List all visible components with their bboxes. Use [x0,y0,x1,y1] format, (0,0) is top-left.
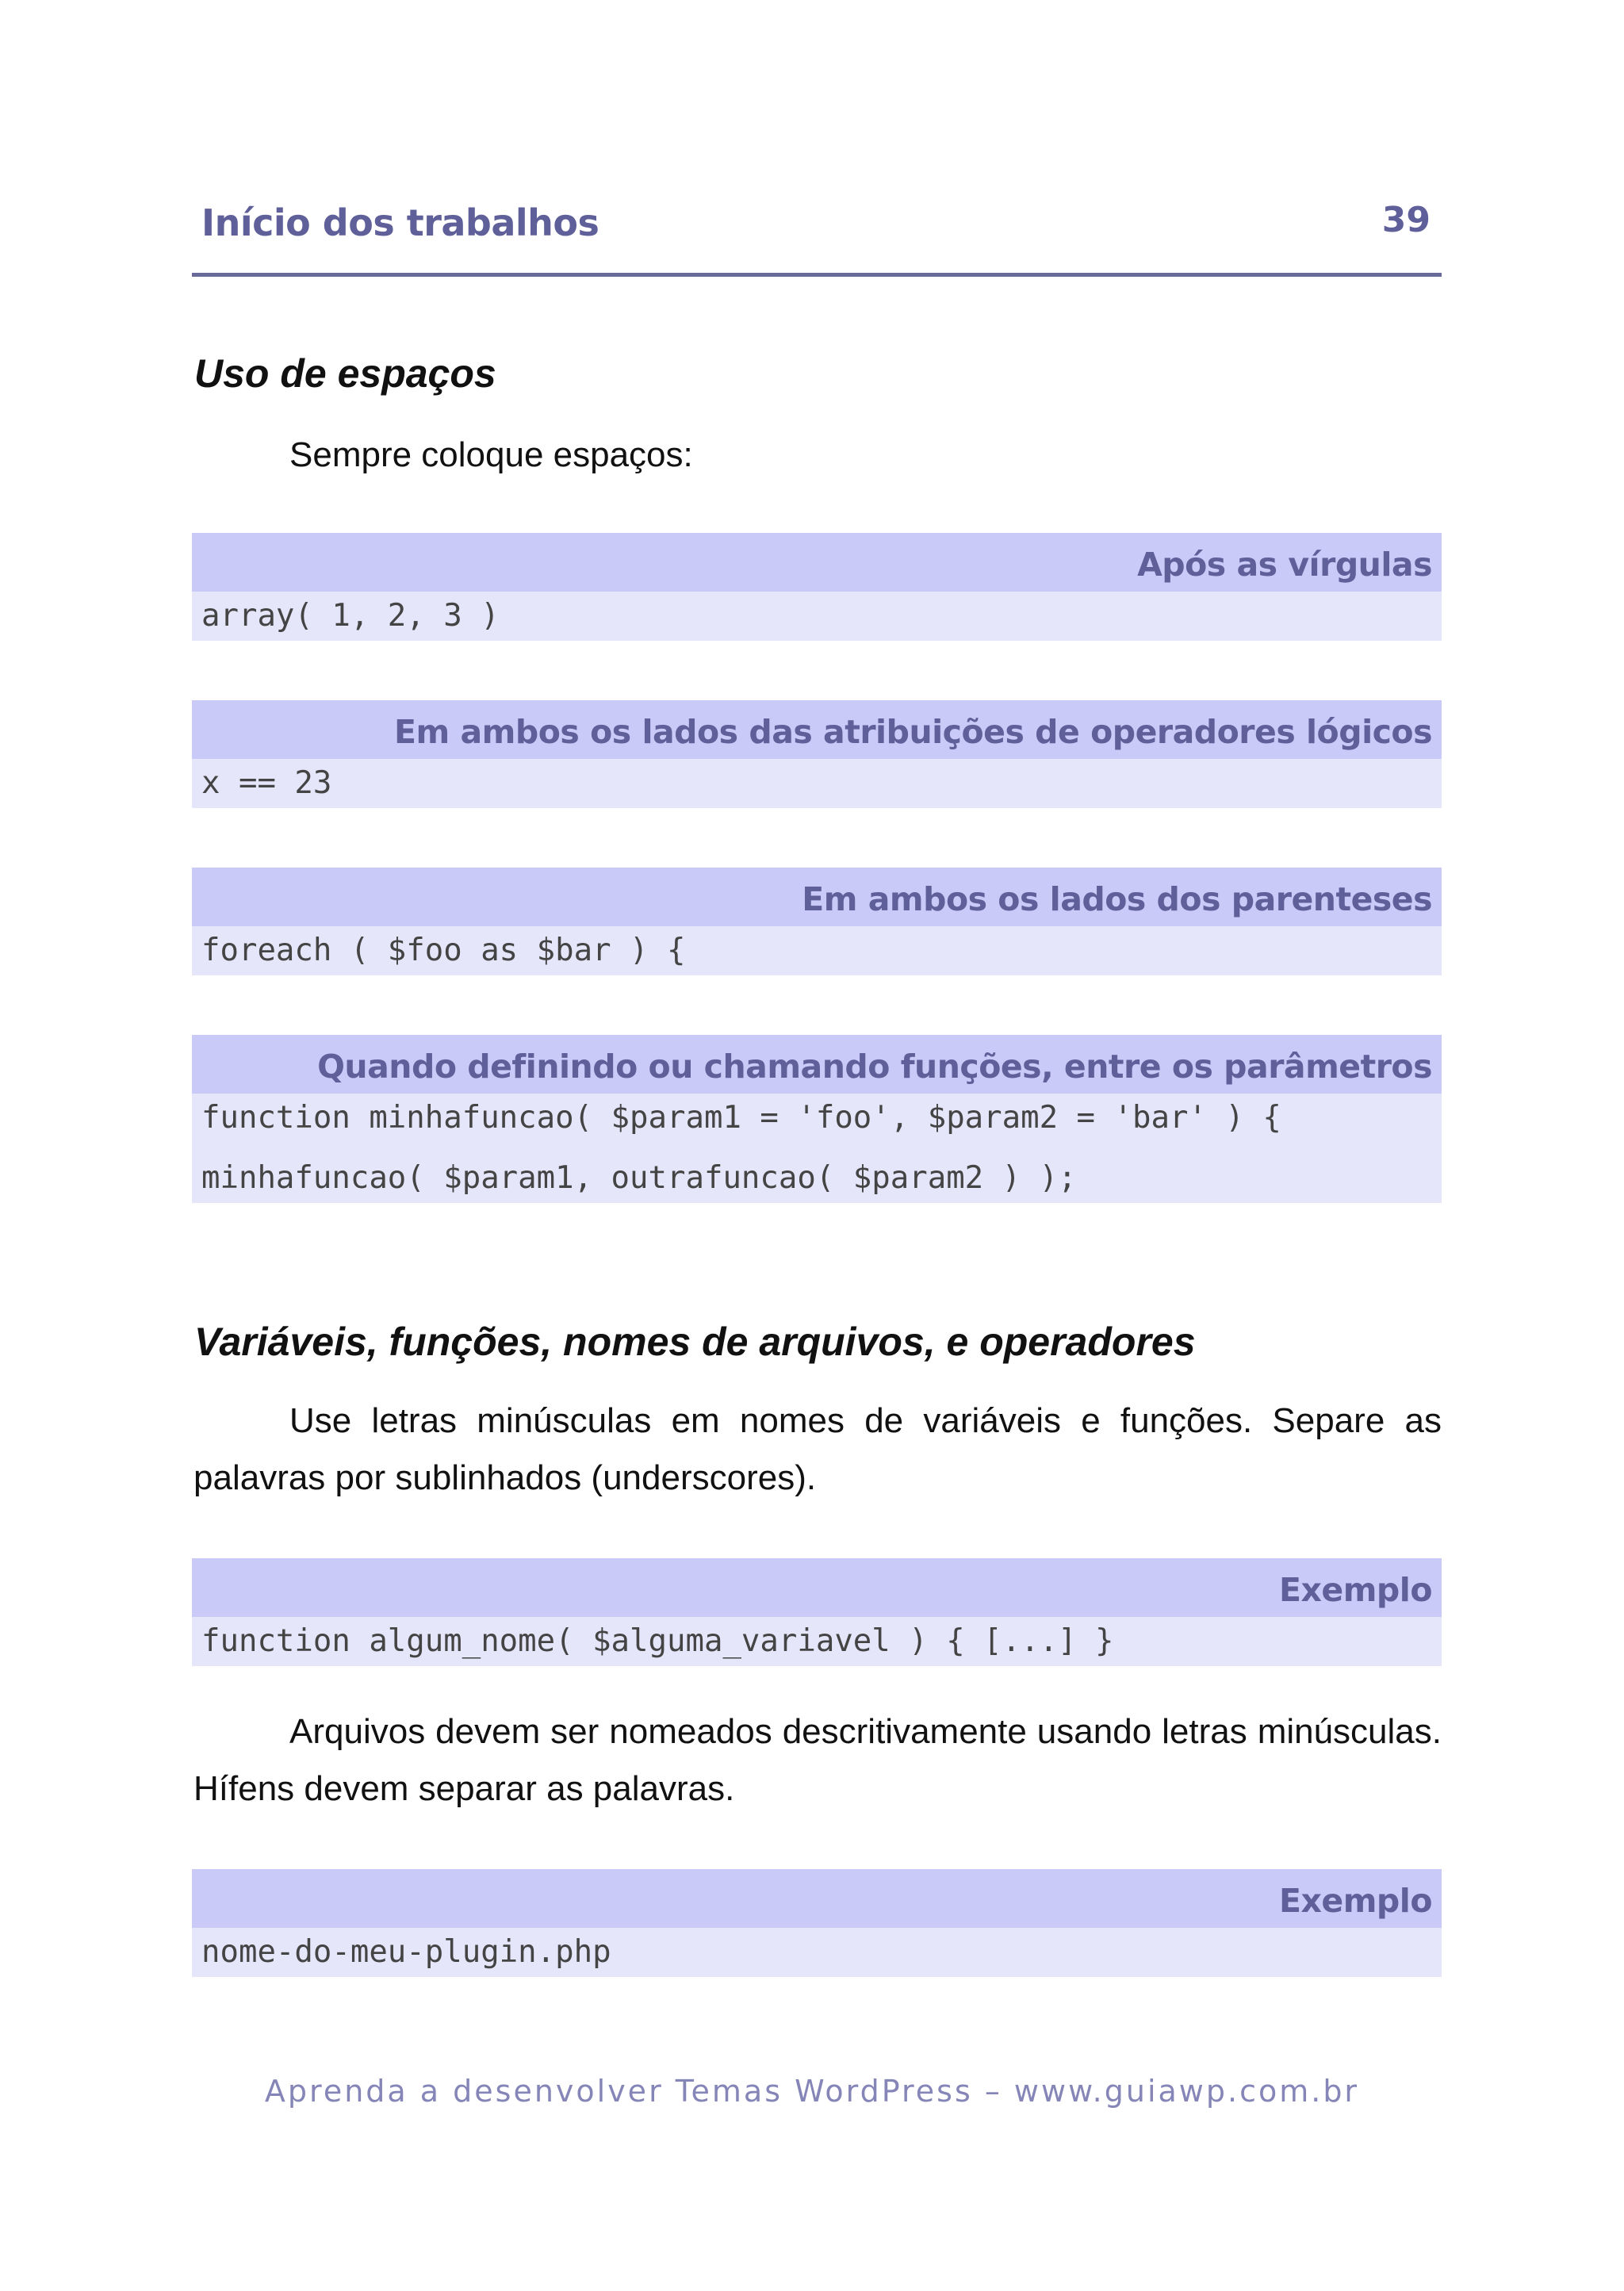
page-number: 39 [1381,200,1431,240]
chapter-title: Início dos trabalhos [201,201,599,244]
code-line: minhafuncao( $param1, outrafuncao( $param2 ) ); [201,1160,1077,1196]
code-box-operators [192,700,1442,808]
code-box-example-function [192,1558,1442,1666]
running-header [192,190,1442,277]
section-heading-spaces: Uso de espaços [194,351,496,396]
code-line: function minhafuncao( $param1 = 'foo', $param2 = 'bar' ) { [201,1100,1281,1136]
section-heading-naming: Variáveis, funções, nomes de arquivos, e operadores [194,1320,1196,1364]
code-box-caption: Em ambos os lados dos parenteses [192,868,1442,926]
code-box-caption: Exemplo [192,1558,1442,1617]
code-box-parentheses [192,868,1442,975]
code-box-caption: Em ambos os lados das atribuições de operadores lógicos [192,700,1442,759]
code-box-commas [192,533,1442,641]
code-line: function algum_nome( $alguma_variavel ) { [...] } [201,1623,1114,1659]
code-line: nome-do-meu-plugin.php [201,1934,611,1970]
code-box-caption: Após as vírgulas [192,533,1442,592]
code-box-example-file [192,1869,1442,1977]
code-line: x == 23 [201,765,332,801]
naming-paragraph: Use letras minúsculas em nomes de variáveis e funções. Separe as palavras por sublinhados (underscores). [193,1401,1442,1497]
code-line: array( 1, 2, 3 ) [201,598,500,634]
intro-paragraph: Sempre coloque espaços: [289,435,693,474]
files-paragraph: Arquivos devem ser nomeados descritivamente usando letras minúsculas. Hífens devem separar as palavras. [193,1712,1442,1808]
page-footer: Aprenda a desenvolver Temas WordPress – www.guiawp.com.br [264,2074,1360,2109]
code-line: foreach ( $foo as $bar ) { [201,933,686,968]
code-box-caption: Quando definindo ou chamando funções, entre os parâmetros [192,1035,1442,1094]
code-box-parameters [192,1035,1442,1203]
code-box-caption: Exemplo [192,1869,1442,1928]
